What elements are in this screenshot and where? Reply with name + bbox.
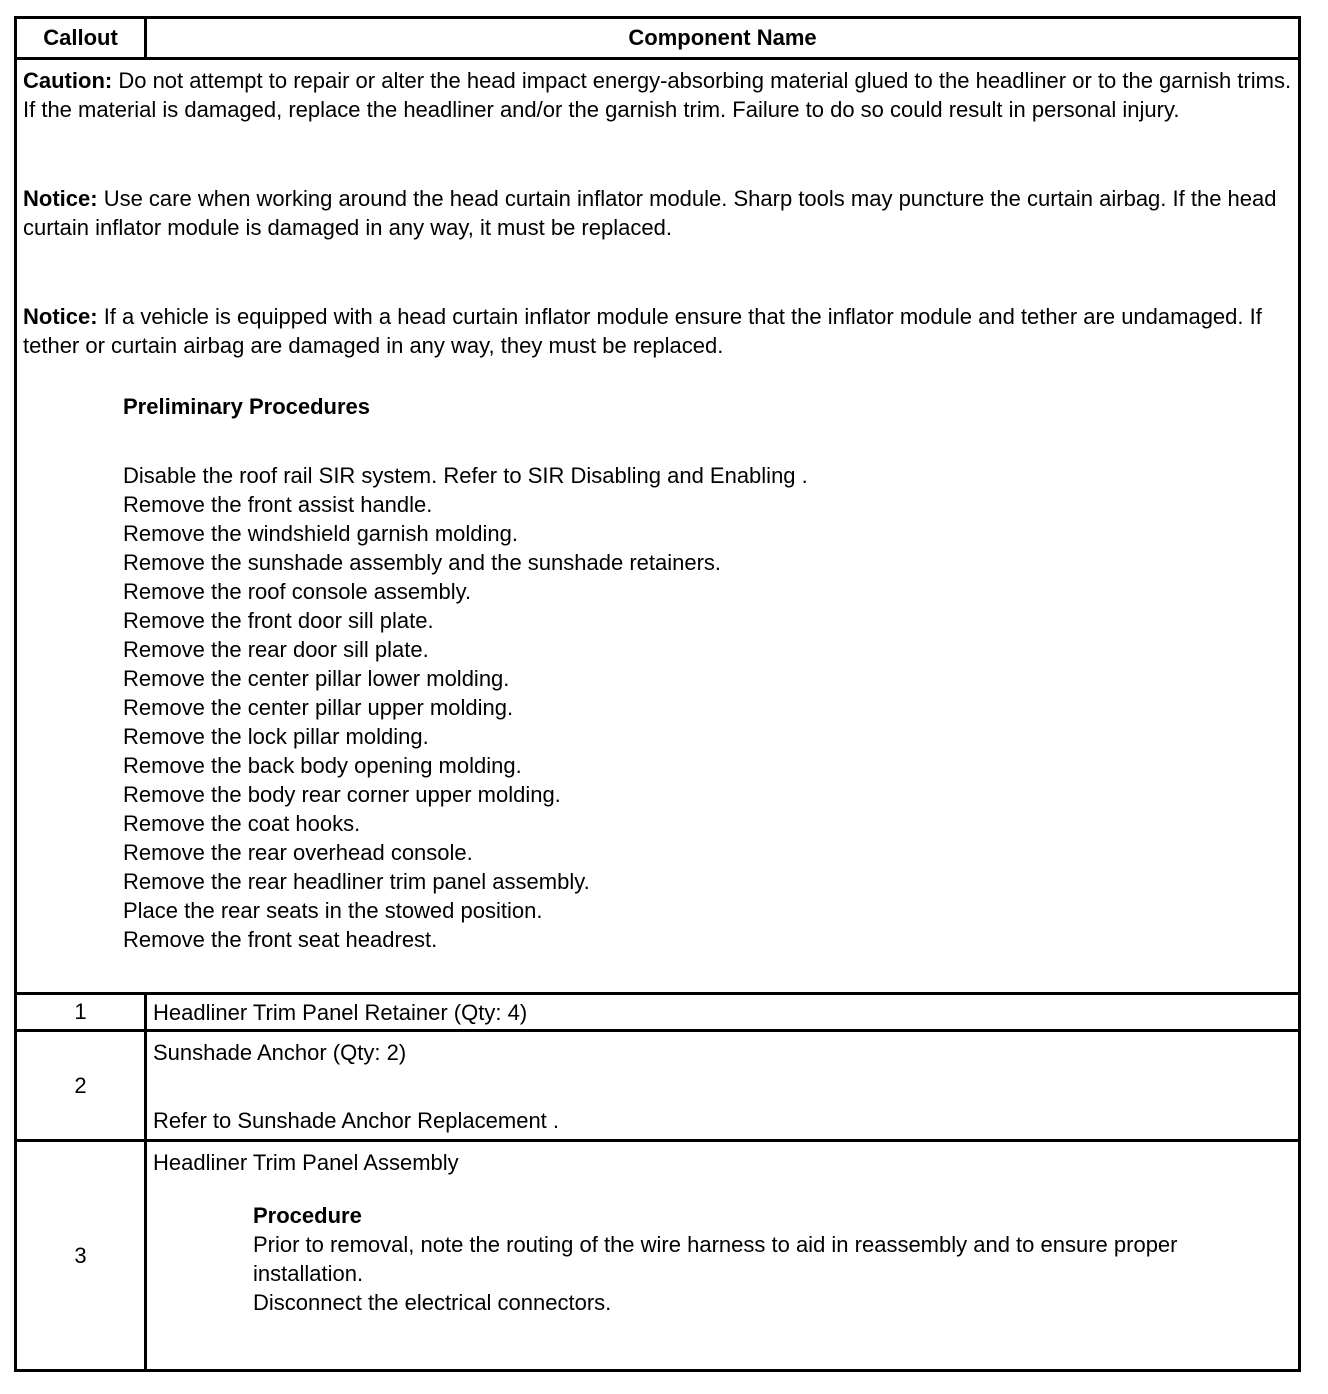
callout-header: Callout — [16, 18, 146, 59]
component-reference: Refer to Sunshade Anchor Replacement . — [153, 1108, 560, 1133]
notes-cell — [16, 59, 1300, 994]
table-row — [16, 1031, 1300, 1141]
procedure-step: Prior to removal, note the routing of the wire harness to aid in reassembly and to ensure proper installation. — [253, 1232, 1178, 1286]
preliminary-procedures — [23, 392, 1292, 954]
component-cell — [146, 1141, 1300, 1371]
component-table — [14, 16, 1301, 1372]
preliminary-step: Remove the back body opening molding. — [123, 753, 522, 778]
preliminary-step: Disable the roof rail SIR system. Refer to SIR Disabling and Enabling . — [123, 463, 808, 488]
procedure-step: Disconnect the electrical connectors. — [253, 1290, 612, 1315]
notice-note-2 — [23, 302, 1292, 360]
notice-label-1: Notice: — [23, 186, 98, 211]
notice-text-2: If a vehicle is equipped with a head curtain inflator module ensure that the inflator module and tether are undamaged. If tether or curtain airbag are damaged in any way, they must be replaced. — [23, 304, 1262, 358]
preliminary-step: Remove the rear headliner trim panel assembly. — [123, 869, 590, 894]
component-cell — [146, 1031, 1300, 1141]
notes-row — [16, 59, 1300, 994]
component-cell — [146, 994, 1300, 1031]
notice-note-1 — [23, 184, 1292, 242]
preliminary-step: Remove the lock pillar molding. — [123, 724, 429, 749]
preliminary-step: Remove the coat hooks. — [123, 811, 361, 836]
table-row — [16, 1141, 1300, 1371]
procedure-title: Procedure — [253, 1203, 362, 1228]
preliminary-step: Remove the body rear corner upper molding. — [123, 782, 561, 807]
preliminary-step: Place the rear seats in the stowed position. — [123, 898, 543, 923]
component-name: Headliner Trim Panel Retainer (Qty: 4) — [153, 1000, 528, 1025]
callout-cell: 1 — [16, 994, 146, 1031]
component-name-header: Component Name — [146, 18, 1300, 59]
preliminary-step: Remove the windshield garnish molding. — [123, 521, 518, 546]
preliminary-step: Remove the rear door sill plate. — [123, 637, 429, 662]
procedure-block — [153, 1201, 1292, 1317]
preliminary-step: Remove the front seat headrest. — [123, 927, 438, 952]
preliminary-title: Preliminary Procedures — [123, 394, 371, 419]
preliminary-step: Remove the front assist handle. — [123, 492, 433, 517]
preliminary-step: Remove the roof console assembly. — [123, 579, 472, 604]
callout-cell: 2 — [16, 1031, 146, 1141]
preliminary-step: Remove the rear overhead console. — [123, 840, 473, 865]
notice-label-2: Notice: — [23, 304, 98, 329]
callout-cell: 3 — [16, 1141, 146, 1371]
preliminary-step: Remove the center pillar lower molding. — [123, 666, 510, 691]
table-header-row — [16, 18, 1300, 59]
caution-text: Do not attempt to repair or alter the head impact energy-absorbing material glued to the headliner or to the garnish trims. If the material is damaged, replace the headliner and/or the garnish trim. Failure to do so could result in personal injury. — [23, 68, 1292, 122]
caution-note — [23, 66, 1292, 124]
component-table-container — [14, 16, 1301, 1372]
preliminary-step: Remove the center pillar upper molding. — [123, 695, 514, 720]
component-name: Sunshade Anchor (Qty: 2) — [153, 1040, 407, 1065]
component-name: Headliner Trim Panel Assembly — [153, 1150, 459, 1175]
preliminary-step: Remove the sunshade assembly and the sunshade retainers. — [123, 550, 722, 575]
notice-text-1: Use care when working around the head curtain inflator module. Sharp tools may puncture the curtain airbag. If the head curtain inflator module is damaged in any way, it must be replaced. — [23, 186, 1277, 240]
caution-label: Caution: — [23, 68, 113, 93]
table-row — [16, 994, 1300, 1031]
preliminary-step: Remove the front door sill plate. — [123, 608, 434, 633]
